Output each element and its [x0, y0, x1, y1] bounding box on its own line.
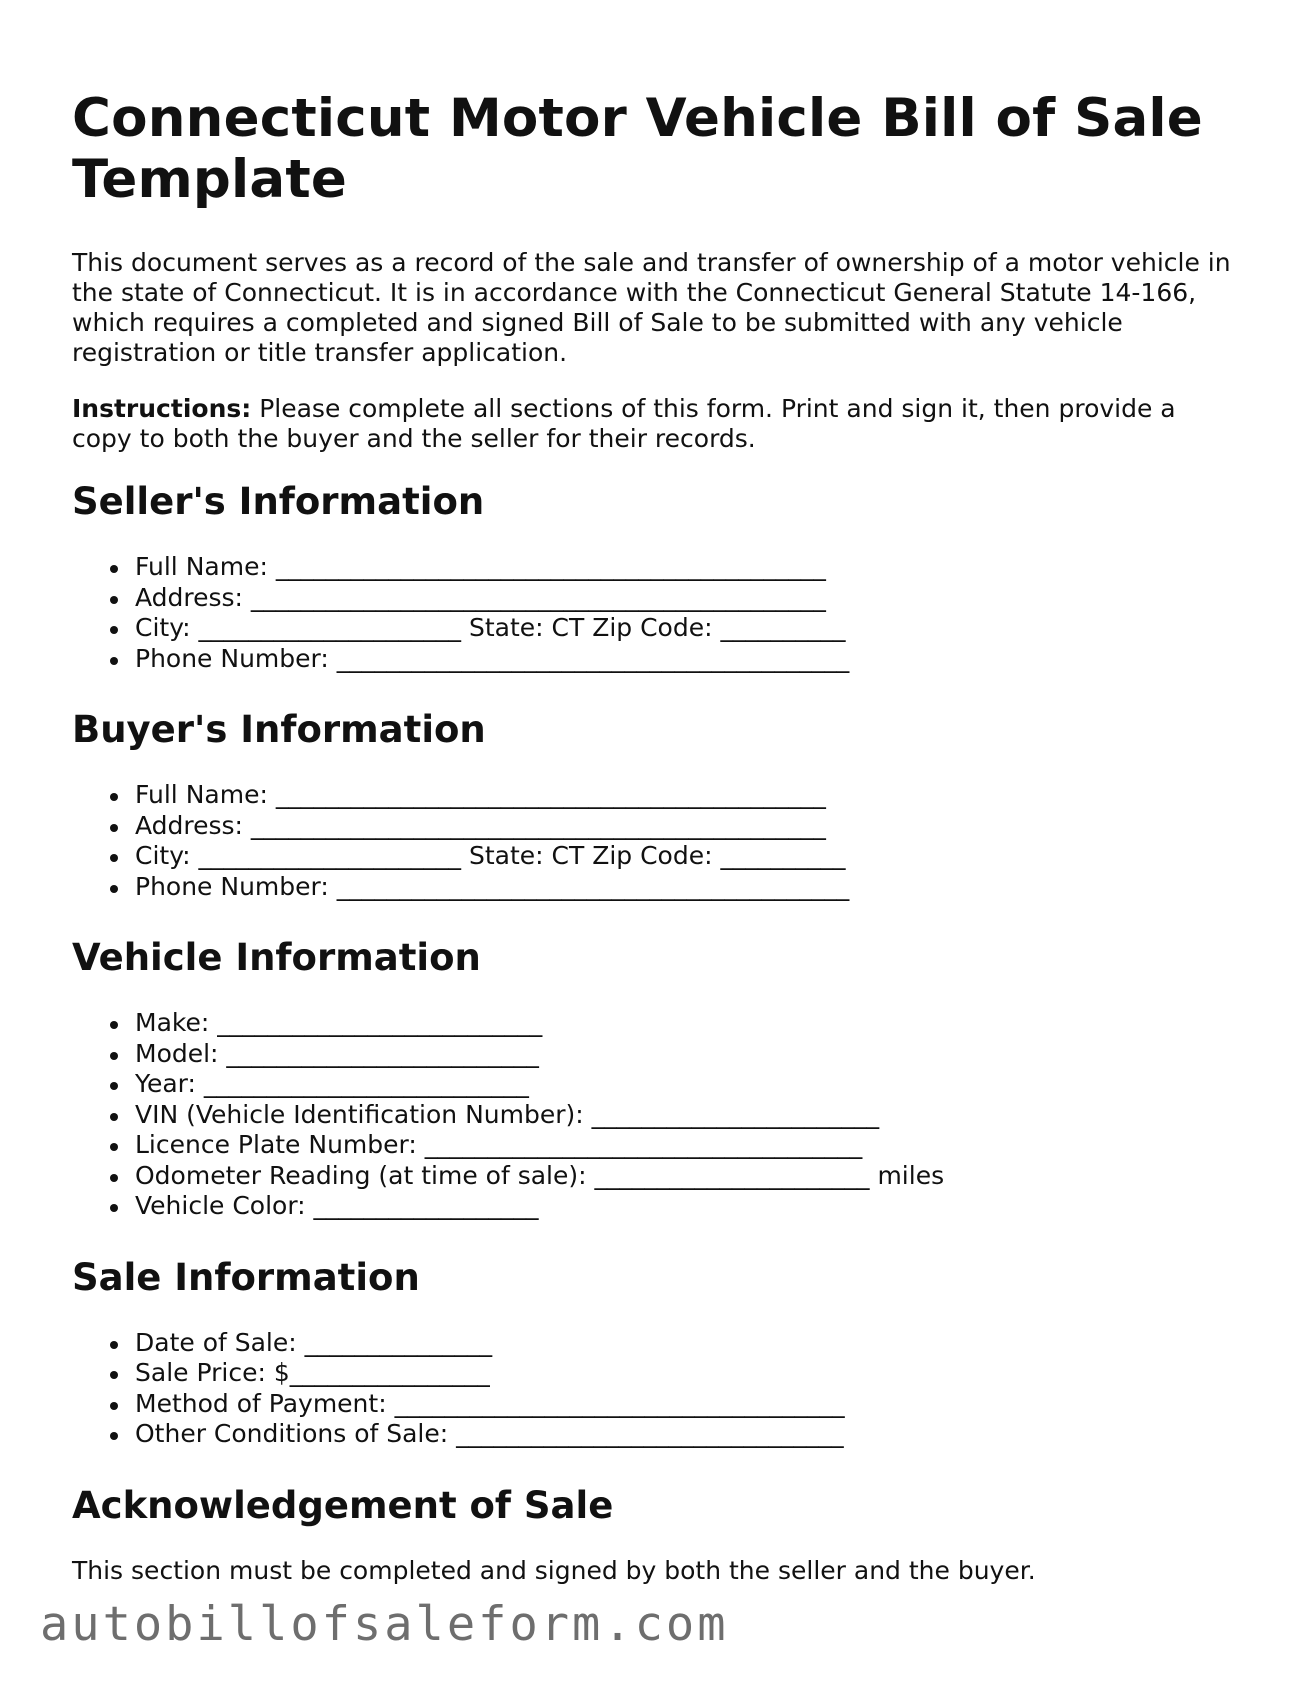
- buyer-phone: Phone Number: _________________________________________: [135, 872, 1232, 903]
- vehicle-plate: Licence Plate Number: ___________________________________: [135, 1130, 1232, 1161]
- vehicle-odometer: Odometer Reading (at time of sale): ______________________ miles: [135, 1161, 1232, 1192]
- buyer-heading: Buyer's Information: [72, 708, 486, 751]
- vehicle-list: [72, 1008, 1232, 1222]
- sale-payment-method: Method of Payment: ____________________________________: [135, 1389, 1232, 1420]
- instructions-paragraph: [72, 394, 1232, 454]
- document-page: [72, 88, 1232, 1612]
- vehicle-vin: VIN (Vehicle Identification Number): _______________________: [135, 1100, 1232, 1131]
- watermark: autobillofsaleform.com: [40, 1597, 729, 1652]
- vehicle-year: Year: __________________________: [135, 1069, 1232, 1100]
- buyer-list: [72, 780, 1232, 902]
- vehicle-heading: Vehicle Information: [72, 936, 481, 979]
- sale-heading: Sale Information: [72, 1255, 420, 1299]
- seller-phone: Phone Number: _________________________________________: [135, 644, 1232, 675]
- intro-paragraph: This document serves as a record of the sale and transfer of ownership of a motor vehicle in the state of Connecticut. It is in accordance with the Connecticut General Statute 14-166, which requires a completed and signed Bill of Sale to be submitted with any vehicle registration or title transfer application.: [72, 248, 1231, 367]
- buyer-city-state-zip: City: _____________________ State: CT Zip Code: __________: [135, 841, 1232, 872]
- seller-heading: Seller's Information: [72, 480, 485, 523]
- sale-date: Date of Sale: _______________: [135, 1328, 1232, 1359]
- acknowledgement-heading: Acknowledgement of Sale: [72, 1483, 614, 1527]
- acknowledgement-text: This section must be completed and signed by both the seller and the buyer.: [72, 1555, 1036, 1585]
- seller-list: [72, 552, 1232, 674]
- seller-full-name: Full Name: ____________________________________________: [135, 552, 1232, 583]
- page-title: Connecticut Motor Vehicle Bill of Sale Template: [72, 88, 1203, 210]
- sale-list: [72, 1328, 1232, 1450]
- sale-price: Sale Price: $________________: [135, 1358, 1232, 1389]
- buyer-full-name: Full Name: ____________________________________________: [135, 780, 1232, 811]
- seller-city-state-zip: City: _____________________ State: CT Zip Code: __________: [135, 613, 1232, 644]
- seller-address: Address: ______________________________________________: [135, 583, 1232, 614]
- buyer-address: Address: ______________________________________________: [135, 811, 1232, 842]
- vehicle-make: Make: __________________________: [135, 1008, 1232, 1039]
- vehicle-color: Vehicle Color: __________________: [135, 1191, 1232, 1222]
- vehicle-model: Model: _________________________: [135, 1039, 1232, 1070]
- sale-other-conditions: Other Conditions of Sale: _______________________________: [135, 1419, 1232, 1450]
- instructions-label: Instructions:: [72, 394, 252, 423]
- instructions-text: Please complete all sections of this form. Print and sign it, then provide a copy to both the buyer and the seller for their records.: [72, 394, 1176, 453]
